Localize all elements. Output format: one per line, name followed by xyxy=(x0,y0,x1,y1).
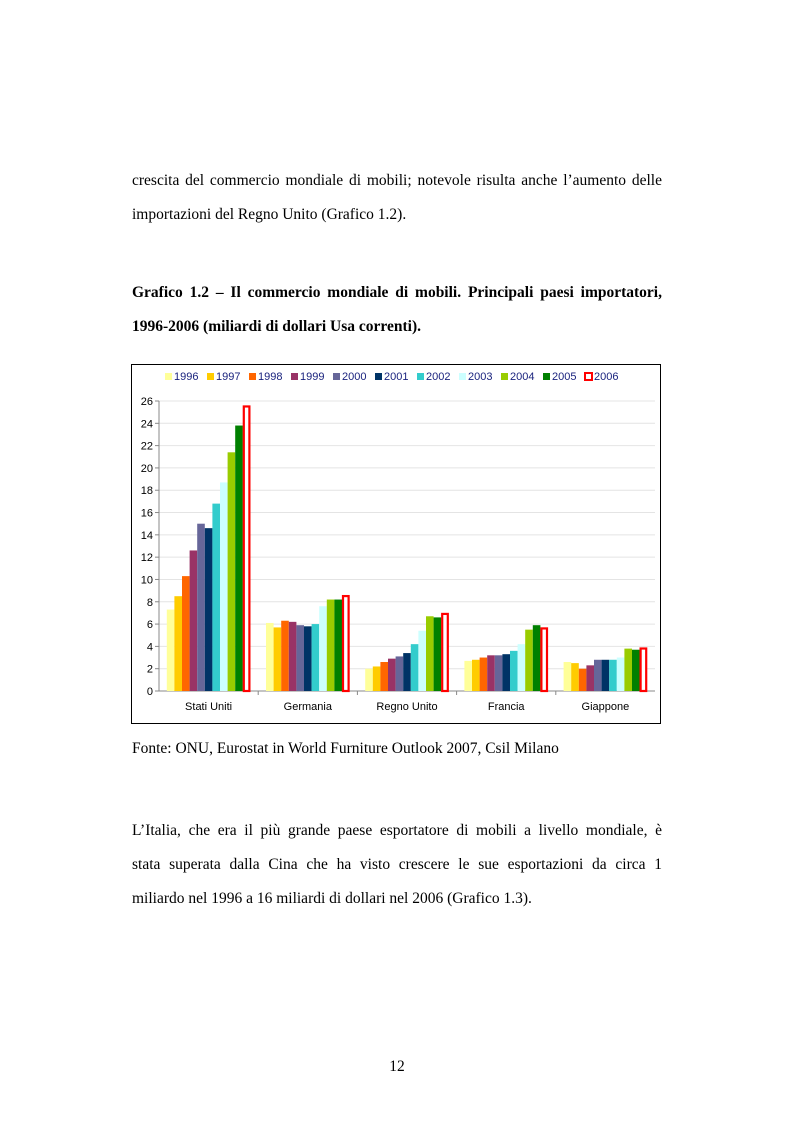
bar-2003-regno-unito xyxy=(418,631,426,691)
legend-swatch-1998 xyxy=(249,373,256,380)
bar-1996-stati-uniti xyxy=(167,610,175,691)
y-tick-label: 10 xyxy=(140,574,153,587)
chart-frame xyxy=(131,364,661,724)
bar-1997-germania xyxy=(274,627,282,691)
x-category-label: Stati Uniti xyxy=(185,701,233,713)
bar-1999-regno-unito xyxy=(388,659,396,691)
bar-2003-giappone xyxy=(617,658,625,691)
y-tick-label: 18 xyxy=(140,485,153,498)
bar-2000-germania xyxy=(296,625,304,691)
bar-2006-stati-uniti xyxy=(244,406,250,691)
y-tick-label: 16 xyxy=(140,507,153,520)
bar-1998-regno-unito xyxy=(380,662,388,691)
y-tick-label: 14 xyxy=(140,529,153,542)
bar-2002-francia xyxy=(510,651,518,691)
x-category-label: Francia xyxy=(487,701,525,713)
bar-2006-francia xyxy=(541,628,547,691)
importers-bar-chart xyxy=(132,365,660,723)
y-tick-label: 26 xyxy=(140,396,153,408)
legend-label-2003: 2003 xyxy=(468,371,493,383)
bar-2006-regno-unito xyxy=(442,614,448,691)
legend-swatch-2006 xyxy=(585,373,592,380)
bar-2002-stati-uniti xyxy=(212,504,220,691)
bar-2004-francia xyxy=(525,630,533,691)
legend-swatch-2000 xyxy=(333,373,340,380)
legend-label-2006: 2006 xyxy=(594,371,619,383)
bar-2000-stati-uniti xyxy=(197,524,205,691)
bar-1996-regno-unito xyxy=(365,669,373,691)
bar-2006-giappone xyxy=(641,649,647,692)
italy-line-1: L’Italia, che era il più grande paese esportatore di mobili a livello mondiale, è xyxy=(132,822,662,839)
y-tick-label: 20 xyxy=(140,462,153,475)
bar-1997-stati-uniti xyxy=(174,596,182,691)
italy-paragraph xyxy=(132,814,662,916)
bar-1996-francia xyxy=(464,661,472,691)
bar-1996-germania xyxy=(266,623,274,691)
chart-caption-line-1: Grafico 1.2 – Il commercio mondiale di mobili. Principali paesi importatori, xyxy=(132,284,662,301)
y-tick-label: 22 xyxy=(140,440,153,453)
intro-line-1: crescita del commercio mondiale di mobili; notevole risulta anche l’aumento delle xyxy=(132,172,662,189)
bar-2002-giappone xyxy=(609,660,617,691)
bar-2001-francia xyxy=(502,654,510,691)
bar-1997-giappone xyxy=(571,663,579,691)
y-tick-label: 0 xyxy=(146,686,153,698)
page-number: 12 xyxy=(389,1058,405,1075)
bar-1998-germania xyxy=(281,621,289,691)
chart-caption-line-2: 1996-2006 (miliardi di dollari Usa correnti). xyxy=(132,318,422,335)
y-tick-label: 6 xyxy=(146,619,153,632)
intro-paragraph xyxy=(132,164,662,232)
bar-2004-regno-unito xyxy=(426,616,434,691)
bar-2002-regno-unito xyxy=(411,644,419,691)
bar-2005-regno-unito xyxy=(434,617,442,691)
bar-2004-germania xyxy=(327,600,335,691)
bar-2003-germania xyxy=(319,606,327,691)
legend-label-1996: 1996 xyxy=(174,371,199,383)
bar-2005-francia xyxy=(533,625,541,691)
bar-2000-giappone xyxy=(594,660,602,691)
legend-swatch-2003 xyxy=(459,373,466,380)
bar-2005-stati-uniti xyxy=(235,426,243,691)
bar-1997-francia xyxy=(472,660,480,691)
legend-swatch-1996 xyxy=(165,373,172,380)
bar-2004-stati-uniti xyxy=(228,452,236,691)
bar-2004-giappone xyxy=(624,649,632,691)
bar-1996-giappone xyxy=(564,662,572,691)
x-category-label: Regno Unito xyxy=(376,701,438,713)
legend-label-1998: 1998 xyxy=(258,371,283,383)
legend-label-2001: 2001 xyxy=(384,371,409,383)
bar-2001-giappone xyxy=(602,660,610,691)
legend-label-2004: 2004 xyxy=(510,371,535,383)
legend-label-1999: 1999 xyxy=(300,371,325,383)
y-tick-label: 12 xyxy=(140,552,153,565)
legend-label-1997: 1997 xyxy=(216,371,241,383)
legend-label-2002: 2002 xyxy=(426,371,451,383)
bar-2000-regno-unito xyxy=(396,656,404,691)
bar-1998-giappone xyxy=(579,669,587,691)
bar-1999-germania xyxy=(289,622,297,691)
legend-label-2005: 2005 xyxy=(552,371,577,383)
legend-swatch-2004 xyxy=(501,373,508,380)
bar-2001-germania xyxy=(304,626,312,691)
legend-swatch-2005 xyxy=(543,373,550,380)
y-tick-label: 24 xyxy=(140,418,153,431)
legend-swatch-2002 xyxy=(417,373,424,380)
y-tick-label: 2 xyxy=(146,663,153,676)
bar-2003-stati-uniti xyxy=(220,482,228,691)
bar-1999-stati-uniti xyxy=(190,550,198,691)
italy-line-3: miliardo nel 1996 a 16 miliardi di dollari nel 2006 (Grafico 1.3). xyxy=(132,890,532,907)
bar-2000-francia xyxy=(495,655,503,691)
bar-1999-francia xyxy=(487,655,495,691)
legend-swatch-2001 xyxy=(375,373,382,380)
y-tick-label: 8 xyxy=(146,596,153,609)
source-note: Fonte: ONU, Eurostat in World Furniture Outlook 2007, Csil Milano xyxy=(132,740,559,757)
legend-swatch-1997 xyxy=(207,373,214,380)
bar-2001-stati-uniti xyxy=(205,528,213,691)
bar-2001-regno-unito xyxy=(403,653,411,691)
legend-swatch-1999 xyxy=(291,373,298,380)
italy-line-2: stata superata dalla Cina che ha visto crescere le sue esportazioni da circa 1 xyxy=(132,856,662,873)
bar-2002-germania xyxy=(312,624,320,691)
x-category-label: Germania xyxy=(283,701,332,713)
bar-1997-regno-unito xyxy=(373,666,381,691)
intro-line-2: importazioni del Regno Unito (Grafico 1.2). xyxy=(132,206,407,223)
bar-1999-giappone xyxy=(586,665,594,691)
bar-2006-germania xyxy=(343,596,349,691)
x-category-label: Giappone xyxy=(581,701,630,713)
bar-2005-giappone xyxy=(632,650,640,691)
bar-2003-francia xyxy=(518,644,526,691)
y-tick-label: 4 xyxy=(146,641,153,654)
bar-1998-francia xyxy=(480,658,488,691)
bar-1998-stati-uniti xyxy=(182,576,190,691)
bar-2005-germania xyxy=(334,600,342,691)
chart-caption xyxy=(132,276,662,344)
legend-label-2000: 2000 xyxy=(342,371,367,383)
